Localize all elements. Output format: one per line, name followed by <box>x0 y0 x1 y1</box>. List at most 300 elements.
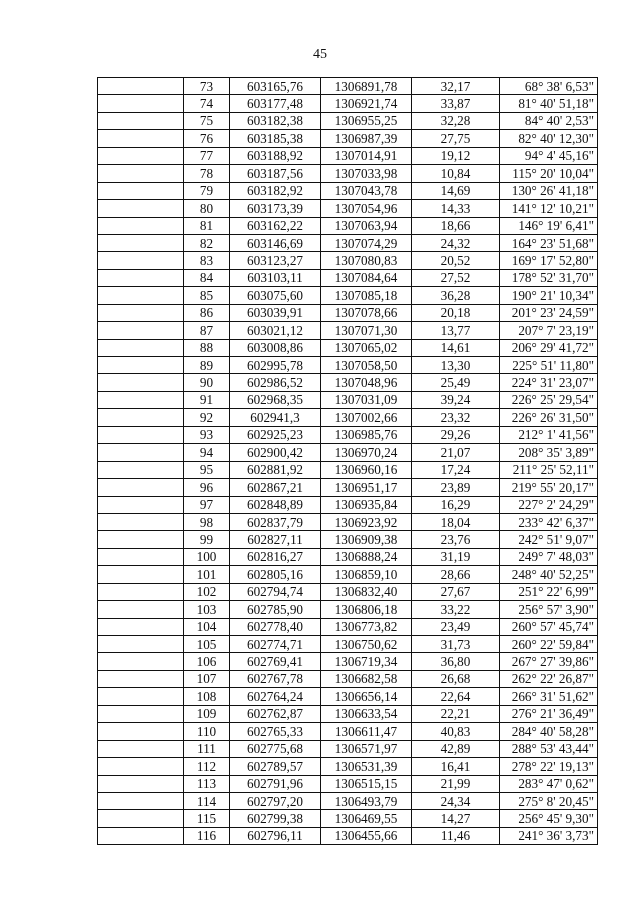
distance-cell: 27,52 <box>412 269 500 286</box>
coordinate-y-cell: 1306955,25 <box>321 112 412 129</box>
direction-angle-cell: 284° 40' 58,28" <box>500 723 598 740</box>
table-row <box>98 688 598 705</box>
point-number-cell: 97 <box>184 496 230 513</box>
distance-cell: 13,77 <box>412 322 500 339</box>
coordinate-y-cell: 1307048,96 <box>321 374 412 391</box>
distance-cell: 32,28 <box>412 112 500 129</box>
empty-cell <box>98 583 184 600</box>
distance-cell: 32,17 <box>412 78 500 95</box>
direction-angle-cell: 266° 31' 51,62" <box>500 688 598 705</box>
coordinate-y-cell: 1306750,62 <box>321 636 412 653</box>
coordinate-x-cell: 602794,74 <box>230 583 321 600</box>
table-row <box>98 165 598 182</box>
distance-cell: 14,69 <box>412 182 500 199</box>
table-row <box>98 252 598 269</box>
direction-angle-cell: 81° 40' 51,18" <box>500 95 598 112</box>
coordinates-table-body <box>98 78 598 845</box>
coordinate-x-cell: 602789,57 <box>230 758 321 775</box>
distance-cell: 24,34 <box>412 792 500 809</box>
table-row <box>98 531 598 548</box>
coordinate-x-cell: 602805,16 <box>230 566 321 583</box>
empty-cell <box>98 740 184 757</box>
coordinate-y-cell: 1307033,98 <box>321 165 412 182</box>
direction-angle-cell: 178° 52' 31,70" <box>500 269 598 286</box>
coordinate-y-cell: 1307031,09 <box>321 391 412 408</box>
coordinate-x-cell: 603182,38 <box>230 112 321 129</box>
table-row <box>98 374 598 391</box>
point-number-cell: 115 <box>184 810 230 827</box>
distance-cell: 31,73 <box>412 636 500 653</box>
point-number-cell: 80 <box>184 200 230 217</box>
table-row <box>98 269 598 286</box>
direction-angle-cell: 208° 35' 3,89" <box>500 444 598 461</box>
table-row <box>98 775 598 792</box>
coordinate-y-cell: 1306970,24 <box>321 444 412 461</box>
direction-angle-cell: 226° 26' 31,50" <box>500 409 598 426</box>
coordinate-x-cell: 603039,91 <box>230 304 321 321</box>
coordinate-x-cell: 602762,87 <box>230 705 321 722</box>
distance-cell: 36,28 <box>412 287 500 304</box>
direction-angle-cell: 283° 47' 0,62" <box>500 775 598 792</box>
point-number-cell: 108 <box>184 688 230 705</box>
point-number-cell: 81 <box>184 217 230 234</box>
direction-angle-cell: 260° 22' 59,84" <box>500 636 598 653</box>
point-number-cell: 100 <box>184 548 230 565</box>
coordinate-y-cell: 1306656,14 <box>321 688 412 705</box>
point-number-cell: 85 <box>184 287 230 304</box>
table-row <box>98 391 598 408</box>
empty-cell <box>98 827 184 844</box>
point-number-cell: 113 <box>184 775 230 792</box>
table-row <box>98 636 598 653</box>
direction-angle-cell: 256° 57' 3,90" <box>500 601 598 618</box>
empty-cell <box>98 426 184 443</box>
empty-cell <box>98 130 184 147</box>
table-row <box>98 182 598 199</box>
coordinate-y-cell: 1306469,55 <box>321 810 412 827</box>
coordinate-y-cell: 1307085,18 <box>321 287 412 304</box>
table-row <box>98 147 598 164</box>
empty-cell <box>98 461 184 478</box>
direction-angle-cell: 248° 40' 52,25" <box>500 566 598 583</box>
distance-cell: 22,21 <box>412 705 500 722</box>
empty-cell <box>98 322 184 339</box>
coordinate-x-cell: 602769,41 <box>230 653 321 670</box>
coordinate-x-cell: 602764,24 <box>230 688 321 705</box>
empty-cell <box>98 636 184 653</box>
direction-angle-cell: 256° 45' 9,30" <box>500 810 598 827</box>
coordinate-y-cell: 1307071,30 <box>321 322 412 339</box>
table-row <box>98 548 598 565</box>
table-row <box>98 130 598 147</box>
coordinate-x-cell: 602925,23 <box>230 426 321 443</box>
table-row <box>98 566 598 583</box>
coordinate-y-cell: 1306923,92 <box>321 513 412 530</box>
coordinate-y-cell: 1307078,66 <box>321 304 412 321</box>
empty-cell <box>98 269 184 286</box>
point-number-cell: 73 <box>184 78 230 95</box>
direction-angle-cell: 251° 22' 6,99" <box>500 583 598 600</box>
table-row <box>98 740 598 757</box>
point-number-cell: 89 <box>184 357 230 374</box>
table-row <box>98 112 598 129</box>
distance-cell: 36,80 <box>412 653 500 670</box>
direction-angle-cell: 212° 1' 41,56" <box>500 426 598 443</box>
empty-cell <box>98 78 184 95</box>
point-number-cell: 99 <box>184 531 230 548</box>
empty-cell <box>98 705 184 722</box>
table-row <box>98 444 598 461</box>
distance-cell: 11,46 <box>412 827 500 844</box>
empty-cell <box>98 723 184 740</box>
table-row <box>98 200 598 217</box>
table-row <box>98 357 598 374</box>
table-row <box>98 583 598 600</box>
table-row <box>98 723 598 740</box>
point-number-cell: 76 <box>184 130 230 147</box>
direction-angle-cell: 68° 38' 6,53" <box>500 78 598 95</box>
distance-cell: 18,66 <box>412 217 500 234</box>
table-row <box>98 234 598 251</box>
coordinate-y-cell: 1306960,16 <box>321 461 412 478</box>
empty-cell <box>98 792 184 809</box>
coordinate-y-cell: 1306935,84 <box>321 496 412 513</box>
coordinate-y-cell: 1306455,66 <box>321 827 412 844</box>
empty-cell <box>98 653 184 670</box>
empty-cell <box>98 531 184 548</box>
coordinate-x-cell: 602837,79 <box>230 513 321 530</box>
empty-cell <box>98 165 184 182</box>
coordinate-y-cell: 1307074,29 <box>321 234 412 251</box>
direction-angle-cell: 207° 7' 23,19" <box>500 322 598 339</box>
distance-cell: 40,83 <box>412 723 500 740</box>
table-row <box>98 322 598 339</box>
empty-cell <box>98 252 184 269</box>
coordinate-x-cell: 602900,42 <box>230 444 321 461</box>
coordinate-y-cell: 1306493,79 <box>321 792 412 809</box>
coordinate-y-cell: 1307065,02 <box>321 339 412 356</box>
point-number-cell: 78 <box>184 165 230 182</box>
point-number-cell: 96 <box>184 479 230 496</box>
direction-angle-cell: 260° 57' 45,74" <box>500 618 598 635</box>
table-row <box>98 78 598 95</box>
direction-angle-cell: 262° 22' 26,87" <box>500 670 598 687</box>
direction-angle-cell: 242° 51' 9,07" <box>500 531 598 548</box>
table-row <box>98 496 598 513</box>
coordinate-x-cell: 602765,33 <box>230 723 321 740</box>
coordinate-x-cell: 602881,92 <box>230 461 321 478</box>
empty-cell <box>98 496 184 513</box>
distance-cell: 17,24 <box>412 461 500 478</box>
point-number-cell: 77 <box>184 147 230 164</box>
distance-cell: 23,49 <box>412 618 500 635</box>
distance-cell: 27,75 <box>412 130 500 147</box>
direction-angle-cell: 84° 40' 2,53" <box>500 112 598 129</box>
point-number-cell: 92 <box>184 409 230 426</box>
direction-angle-cell: 267° 27' 39,86" <box>500 653 598 670</box>
distance-cell: 20,18 <box>412 304 500 321</box>
direction-angle-cell: 82° 40' 12,30" <box>500 130 598 147</box>
coordinate-x-cell: 603021,12 <box>230 322 321 339</box>
empty-cell <box>98 601 184 618</box>
coordinate-y-cell: 1307014,91 <box>321 147 412 164</box>
distance-cell: 14,27 <box>412 810 500 827</box>
empty-cell <box>98 758 184 775</box>
direction-angle-cell: 141° 12' 10,21" <box>500 200 598 217</box>
empty-cell <box>98 304 184 321</box>
coordinate-x-cell: 602775,68 <box>230 740 321 757</box>
distance-cell: 21,99 <box>412 775 500 792</box>
point-number-cell: 87 <box>184 322 230 339</box>
empty-cell <box>98 688 184 705</box>
empty-cell <box>98 444 184 461</box>
distance-cell: 20,52 <box>412 252 500 269</box>
direction-angle-cell: 115° 20' 10,04" <box>500 165 598 182</box>
point-number-cell: 95 <box>184 461 230 478</box>
point-number-cell: 116 <box>184 827 230 844</box>
coordinate-x-cell: 602848,89 <box>230 496 321 513</box>
empty-cell <box>98 95 184 112</box>
coordinate-x-cell: 602767,78 <box>230 670 321 687</box>
distance-cell: 26,68 <box>412 670 500 687</box>
point-number-cell: 109 <box>184 705 230 722</box>
point-number-cell: 112 <box>184 758 230 775</box>
point-number-cell: 82 <box>184 234 230 251</box>
point-number-cell: 79 <box>184 182 230 199</box>
point-number-cell: 110 <box>184 723 230 740</box>
coordinate-x-cell: 603188,92 <box>230 147 321 164</box>
distance-cell: 13,30 <box>412 357 500 374</box>
table-row <box>98 601 598 618</box>
distance-cell: 25,49 <box>412 374 500 391</box>
direction-angle-cell: 249° 7' 48,03" <box>500 548 598 565</box>
point-number-cell: 86 <box>184 304 230 321</box>
coordinate-y-cell: 1306832,40 <box>321 583 412 600</box>
point-number-cell: 104 <box>184 618 230 635</box>
coordinate-y-cell: 1306682,58 <box>321 670 412 687</box>
point-number-cell: 74 <box>184 95 230 112</box>
distance-cell: 14,61 <box>412 339 500 356</box>
direction-angle-cell: 224° 31' 23,07" <box>500 374 598 391</box>
coordinate-y-cell: 1306951,17 <box>321 479 412 496</box>
direction-angle-cell: 201° 23' 24,59" <box>500 304 598 321</box>
point-number-cell: 111 <box>184 740 230 757</box>
coordinate-x-cell: 602797,20 <box>230 792 321 809</box>
coordinate-y-cell: 1306773,82 <box>321 618 412 635</box>
point-number-cell: 94 <box>184 444 230 461</box>
coordinate-y-cell: 1306985,76 <box>321 426 412 443</box>
coordinate-y-cell: 1306515,15 <box>321 775 412 792</box>
table-row <box>98 461 598 478</box>
coordinate-x-cell: 602799,38 <box>230 810 321 827</box>
point-number-cell: 91 <box>184 391 230 408</box>
coordinate-x-cell: 603165,76 <box>230 78 321 95</box>
point-number-cell: 88 <box>184 339 230 356</box>
coordinate-y-cell: 1306571,97 <box>321 740 412 757</box>
distance-cell: 33,87 <box>412 95 500 112</box>
table-row <box>98 339 598 356</box>
coordinate-x-cell: 602941,3 <box>230 409 321 426</box>
coordinate-x-cell: 602827,11 <box>230 531 321 548</box>
distance-cell: 28,66 <box>412 566 500 583</box>
empty-cell <box>98 409 184 426</box>
empty-cell <box>98 670 184 687</box>
coordinate-y-cell: 1307063,94 <box>321 217 412 234</box>
distance-cell: 10,84 <box>412 165 500 182</box>
point-number-cell: 114 <box>184 792 230 809</box>
point-number-cell: 107 <box>184 670 230 687</box>
coordinate-y-cell: 1307002,66 <box>321 409 412 426</box>
coordinate-y-cell: 1306987,39 <box>321 130 412 147</box>
coordinate-y-cell: 1306891,78 <box>321 78 412 95</box>
coordinate-y-cell: 1306611,47 <box>321 723 412 740</box>
empty-cell <box>98 479 184 496</box>
point-number-cell: 83 <box>184 252 230 269</box>
coordinate-y-cell: 1306888,24 <box>321 548 412 565</box>
page-number: 45 <box>313 47 327 62</box>
table-row <box>98 670 598 687</box>
distance-cell: 29,26 <box>412 426 500 443</box>
coordinate-y-cell: 1306859,10 <box>321 566 412 583</box>
table-row <box>98 409 598 426</box>
point-number-cell: 98 <box>184 513 230 530</box>
coordinate-x-cell: 602774,71 <box>230 636 321 653</box>
direction-angle-cell: 190° 21' 10,34" <box>500 287 598 304</box>
coordinate-x-cell: 602986,52 <box>230 374 321 391</box>
table-row <box>98 653 598 670</box>
direction-angle-cell: 241° 36' 3,73" <box>500 827 598 844</box>
coordinate-x-cell: 602785,90 <box>230 601 321 618</box>
empty-cell <box>98 566 184 583</box>
empty-cell <box>98 147 184 164</box>
coordinate-x-cell: 602816,27 <box>230 548 321 565</box>
distance-cell: 21,07 <box>412 444 500 461</box>
empty-cell <box>98 374 184 391</box>
direction-angle-cell: 146° 19' 6,41" <box>500 217 598 234</box>
empty-cell <box>98 287 184 304</box>
point-number-cell: 90 <box>184 374 230 391</box>
direction-angle-cell: 219° 55' 20,17" <box>500 479 598 496</box>
coordinate-x-cell: 603008,86 <box>230 339 321 356</box>
empty-cell <box>98 200 184 217</box>
coordinate-y-cell: 1307058,50 <box>321 357 412 374</box>
empty-cell <box>98 112 184 129</box>
table-row <box>98 827 598 844</box>
coordinate-y-cell: 1306909,38 <box>321 531 412 548</box>
coordinate-x-cell: 603075,60 <box>230 287 321 304</box>
direction-angle-cell: 211° 25' 52,11" <box>500 461 598 478</box>
coordinate-x-cell: 603182,92 <box>230 182 321 199</box>
direction-angle-cell: 288° 53' 43,44" <box>500 740 598 757</box>
coordinates-table <box>97 77 598 845</box>
distance-cell: 16,29 <box>412 496 500 513</box>
coordinate-x-cell: 602995,78 <box>230 357 321 374</box>
coordinate-y-cell: 1307084,64 <box>321 269 412 286</box>
coordinate-y-cell: 1307043,78 <box>321 182 412 199</box>
distance-cell: 22,64 <box>412 688 500 705</box>
point-number-cell: 93 <box>184 426 230 443</box>
direction-angle-cell: 130° 26' 41,18" <box>500 182 598 199</box>
coordinate-y-cell: 1306719,34 <box>321 653 412 670</box>
coordinate-x-cell: 603187,56 <box>230 165 321 182</box>
direction-angle-cell: 206° 29' 41,72" <box>500 339 598 356</box>
empty-cell <box>98 357 184 374</box>
distance-cell: 18,04 <box>412 513 500 530</box>
coordinate-x-cell: 603123,27 <box>230 252 321 269</box>
coordinate-x-cell: 603185,38 <box>230 130 321 147</box>
table-row <box>98 758 598 775</box>
table-row <box>98 217 598 234</box>
coordinate-x-cell: 602778,40 <box>230 618 321 635</box>
point-number-cell: 105 <box>184 636 230 653</box>
distance-cell: 31,19 <box>412 548 500 565</box>
empty-cell <box>98 548 184 565</box>
coordinate-x-cell: 602791,96 <box>230 775 321 792</box>
distance-cell: 24,32 <box>412 234 500 251</box>
empty-cell <box>98 618 184 635</box>
direction-angle-cell: 169° 17' 52,80" <box>500 252 598 269</box>
distance-cell: 23,76 <box>412 531 500 548</box>
table-row <box>98 426 598 443</box>
point-number-cell: 103 <box>184 601 230 618</box>
point-number-cell: 75 <box>184 112 230 129</box>
coordinate-y-cell: 1306531,39 <box>321 758 412 775</box>
direction-angle-cell: 278° 22' 19,13" <box>500 758 598 775</box>
empty-cell <box>98 182 184 199</box>
empty-cell <box>98 775 184 792</box>
distance-cell: 14,33 <box>412 200 500 217</box>
table-row <box>98 792 598 809</box>
table-row <box>98 304 598 321</box>
point-number-cell: 102 <box>184 583 230 600</box>
direction-angle-cell: 275° 8' 20,45" <box>500 792 598 809</box>
coordinate-x-cell: 603162,22 <box>230 217 321 234</box>
coordinate-y-cell: 1306633,54 <box>321 705 412 722</box>
empty-cell <box>98 391 184 408</box>
coordinate-y-cell: 1307054,96 <box>321 200 412 217</box>
coordinate-x-cell: 603177,48 <box>230 95 321 112</box>
distance-cell: 23,32 <box>412 409 500 426</box>
direction-angle-cell: 227° 2' 24,29" <box>500 496 598 513</box>
distance-cell: 27,67 <box>412 583 500 600</box>
empty-cell <box>98 234 184 251</box>
direction-angle-cell: 233° 42' 6,37" <box>500 513 598 530</box>
table-row <box>98 810 598 827</box>
point-number-cell: 101 <box>184 566 230 583</box>
table-row <box>98 705 598 722</box>
direction-angle-cell: 164° 23' 51,68" <box>500 234 598 251</box>
distance-cell: 16,41 <box>412 758 500 775</box>
table-row <box>98 618 598 635</box>
coordinate-x-cell: 602867,21 <box>230 479 321 496</box>
point-number-cell: 106 <box>184 653 230 670</box>
direction-angle-cell: 276° 21' 36,49" <box>500 705 598 722</box>
distance-cell: 33,22 <box>412 601 500 618</box>
direction-angle-cell: 226° 25' 29,54" <box>500 391 598 408</box>
direction-angle-cell: 94° 4' 45,16" <box>500 147 598 164</box>
empty-cell <box>98 339 184 356</box>
point-number-cell: 84 <box>184 269 230 286</box>
distance-cell: 23,89 <box>412 479 500 496</box>
empty-cell <box>98 810 184 827</box>
coordinate-y-cell: 1306806,18 <box>321 601 412 618</box>
distance-cell: 39,24 <box>412 391 500 408</box>
distance-cell: 19,12 <box>412 147 500 164</box>
direction-angle-cell: 225° 51' 11,80" <box>500 357 598 374</box>
empty-cell <box>98 217 184 234</box>
table-row <box>98 479 598 496</box>
coordinate-x-cell: 602968,35 <box>230 391 321 408</box>
